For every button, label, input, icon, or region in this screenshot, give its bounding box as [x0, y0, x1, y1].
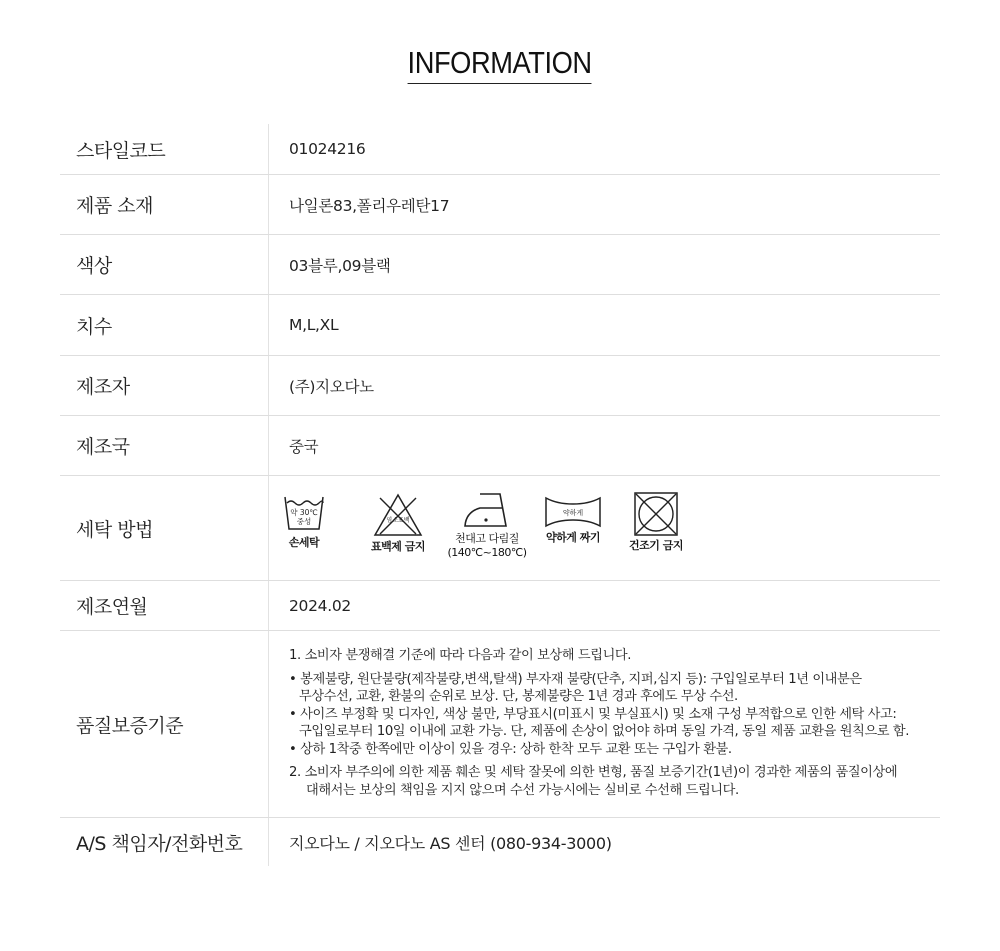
column-divider: [268, 295, 269, 355]
row-label: 색상: [76, 255, 112, 277]
iron-icon: [462, 490, 512, 530]
column-divider: [268, 356, 269, 415]
no-bleach-icon: [372, 492, 424, 538]
row-label: 스타일코드: [76, 139, 166, 162]
column-divider: [268, 416, 269, 475]
page-title: INFORMATION: [408, 44, 592, 84]
bleach-label: 염소표백: [386, 517, 410, 524]
wash-caption: 표백제 금지: [371, 540, 425, 553]
row-value: 03블루,09블랙: [289, 256, 391, 275]
row-value: (주)지오다노: [289, 377, 374, 396]
column-divider: [268, 124, 269, 174]
wash-caption-temp: (140℃~180℃): [447, 546, 527, 559]
column-divider: [268, 476, 269, 580]
row-value: 01024216: [289, 140, 366, 158]
wash-caption: 건조기 금지: [629, 539, 683, 552]
row-value: 중국: [289, 437, 319, 456]
table-row-size: [60, 295, 940, 356]
hand-wash-icon: [282, 494, 326, 532]
column-divider: [268, 631, 269, 817]
wash-item-gentle-wring: [538, 494, 608, 559]
info-table: [60, 124, 940, 866]
hand-wash-detergent: 중성: [296, 517, 312, 526]
table-row-material: [60, 175, 940, 235]
quality-text: [289, 647, 940, 799]
row-value: 지오다노 / 지오다노 AS 센터 (080-934-3000): [289, 833, 612, 853]
row-label: 제조연월: [76, 596, 148, 618]
row-label: 세탁 방법: [76, 518, 153, 541]
row-value: 나일론83,폴리우레탄17: [289, 196, 450, 215]
wash-item-no-dryer: [621, 494, 691, 559]
table-row-manufacture-date: [60, 581, 940, 631]
row-value: 2024.02: [289, 596, 351, 615]
row-label: A/S 책임자/전화번호: [76, 832, 243, 855]
table-row-manufacturer: [60, 356, 940, 416]
column-divider: [268, 818, 269, 866]
wash-item-hand-wash: [275, 494, 333, 559]
quality-line: 무상수선, 교환, 환불의 순위로 보상. 단, 봉제불량은 1년 경과 후에도 무상 수선.: [299, 689, 738, 704]
row-value: M,L,XL: [289, 316, 339, 334]
quality-line: • 상하 1착중 한쪽에만 이상이 있을 경우: 상하 한착 모두 교환 또는 구입가 환불.: [289, 741, 732, 757]
table-row-country: [60, 416, 940, 476]
row-label: 제조국: [76, 436, 130, 458]
wash-caption: 약하게 짜기: [546, 531, 600, 544]
row-label: 제조자: [76, 376, 130, 398]
no-tumble-dry-icon: [633, 491, 679, 537]
column-divider: [268, 175, 269, 234]
row-label: 품질보증기준: [76, 714, 184, 737]
quality-line: • 사이즈 부정확 및 디자인, 색상 불만, 부당표시(미표시 및 부실표시) 및 소재 구성 부적합으로 인한 세탁 사고:: [289, 706, 897, 722]
column-divider: [268, 235, 269, 294]
quality-line: • 봉제불량, 원단불량(제작불량,변색,탈색) 부자재 불량(단추, 지퍼,심지 등): 구입일로부터 1년 이내분은: [289, 671, 862, 687]
column-divider: [268, 581, 269, 630]
wash-caption: 천대고 다림질: [455, 532, 519, 545]
table-row-as-contact: [60, 818, 940, 866]
quality-line: 1. 소비자 분쟁해결 기준에 따라 다음과 같이 보상해 드립니다.: [289, 648, 632, 663]
table-row-quality: [60, 631, 940, 818]
row-label: 제품 소재: [76, 195, 153, 217]
wash-icons: [289, 494, 691, 559]
table-row-washing: [60, 476, 940, 581]
table-row-color: [60, 235, 940, 295]
wring-label: 약하게: [562, 509, 584, 517]
quality-line: 구입일로부터 10일 이내에 교환 가능. 단, 제품에 손상이 없어야 하며 동일 가격, 동일 제품 교환을 원칙으로 함.: [299, 724, 910, 739]
hand-wash-temp: 약 30℃: [290, 508, 318, 517]
quality-line: 대해서는 보상의 책임을 지지 않으며 수선 가능시에는 실비로 수선해 드립니다.: [306, 782, 739, 798]
gentle-wring-icon: [543, 494, 603, 530]
quality-line: 2. 소비자 부주의에 의한 제품 훼손 및 세탁 잘못에 의한 변형, 품질 보증기간(1년)이 경과한 제품의 품질이상에: [289, 765, 898, 780]
table-row-style-code: [60, 124, 940, 175]
row-label: 치수: [76, 315, 112, 338]
wash-item-iron: [445, 494, 529, 559]
wash-caption: 손세탁: [288, 536, 320, 549]
page-title-wrap: [0, 44, 1000, 84]
wash-item-no-bleach: [353, 494, 443, 559]
